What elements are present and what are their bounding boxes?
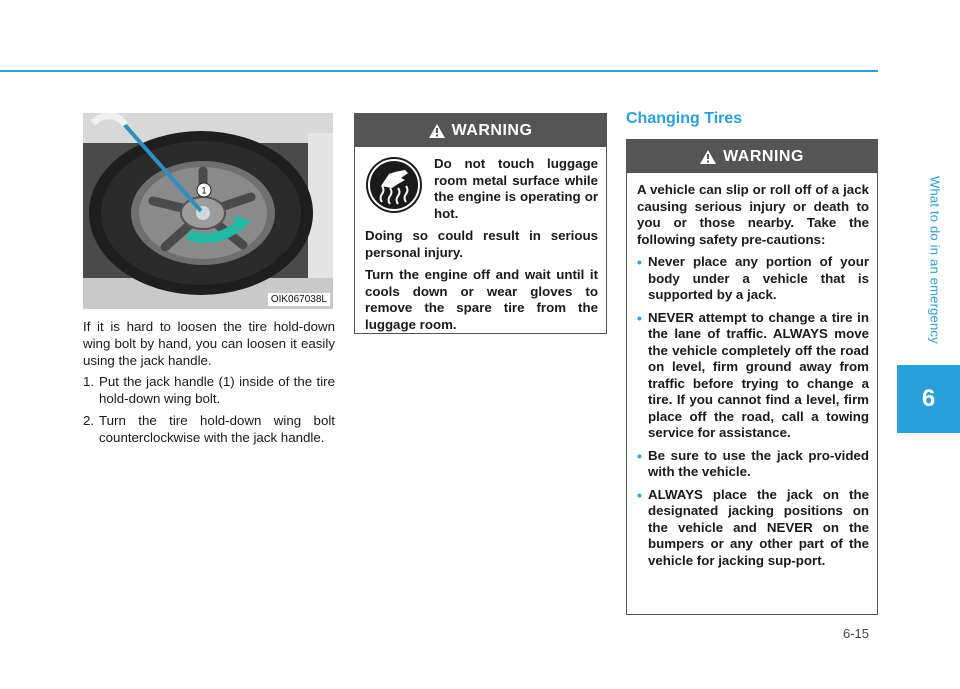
warning-header xyxy=(355,114,606,147)
steps-list xyxy=(83,373,335,446)
list-item: 1. Put the jack handle (1) inside of the tire hold-down wing bolt. xyxy=(83,374,335,406)
bullet-icon: • xyxy=(637,447,642,464)
photo-caption: OIK067038L xyxy=(268,293,330,306)
warning-bullets xyxy=(637,254,869,569)
list-item: • Be sure to use the jack pro-vided with the vehicle. xyxy=(637,447,869,479)
bullet-icon: • xyxy=(637,309,642,326)
list-item: • Never place any portion of your body under a vehicle that is supported by a jack. xyxy=(637,254,869,302)
list-item: • NEVER attempt to change a tire in the lane of traffic. ALWAYS move the vehicle completely off the road on level, firm ground away from traffic before trying to change a tire. If you cannot find a level, firm place off the road, call a towing service for assistance. xyxy=(637,309,869,440)
hot-surface-icon xyxy=(365,156,423,214)
chapter-number-tab: 6 xyxy=(897,365,960,433)
page-number: 6-15 xyxy=(843,626,870,641)
list-item: 2. Turn the tire hold-down wing bolt counterclockwise with the jack handle. xyxy=(83,413,335,445)
chapter-title: What to do in an emergency xyxy=(927,176,943,344)
spare-tire-illustration xyxy=(83,113,333,309)
callout-number: 1 xyxy=(201,185,207,196)
section-heading: Changing Tires xyxy=(626,110,743,127)
bullet-icon: • xyxy=(637,254,642,270)
spare-tire-photo xyxy=(83,113,333,309)
left-column xyxy=(83,318,335,451)
intro-paragraph: If it is hard to loosen the tire hold-down wing bolt by hand, you can loosen it easily using the jack handle. xyxy=(83,319,335,368)
warning-intro: A vehicle can slip or roll off of a jack causing serious injury or death to you or those nearby. Take the following safety pre-cautions: xyxy=(637,182,869,247)
warning-icon-text: Do not touch luggage room metal surface while the engine is operating or hot. xyxy=(434,156,598,221)
warning-paragraph: Turn the engine off and wait until it cools down or wear gloves to remove the spare tire from the luggage room. xyxy=(365,267,598,332)
warning-box-jack-safety xyxy=(626,139,878,615)
warning-triangle-icon xyxy=(700,150,716,164)
warning-triangle-icon xyxy=(429,124,445,138)
warning-title: WARNING xyxy=(451,121,533,139)
warning-box-hot-surface xyxy=(354,113,607,334)
warning-title: WARNING xyxy=(723,147,804,165)
list-item: • ALWAYS place the jack on the designated jacking positions on the vehicle and NEVER on the bumpers or any other part of the vehicle for jacking sup-port. xyxy=(637,486,869,568)
warning-paragraph: Doing so could result in serious personal injury. xyxy=(365,228,598,260)
header-rule xyxy=(0,70,878,72)
bullet-icon: • xyxy=(637,486,642,503)
warning-header xyxy=(627,140,877,173)
